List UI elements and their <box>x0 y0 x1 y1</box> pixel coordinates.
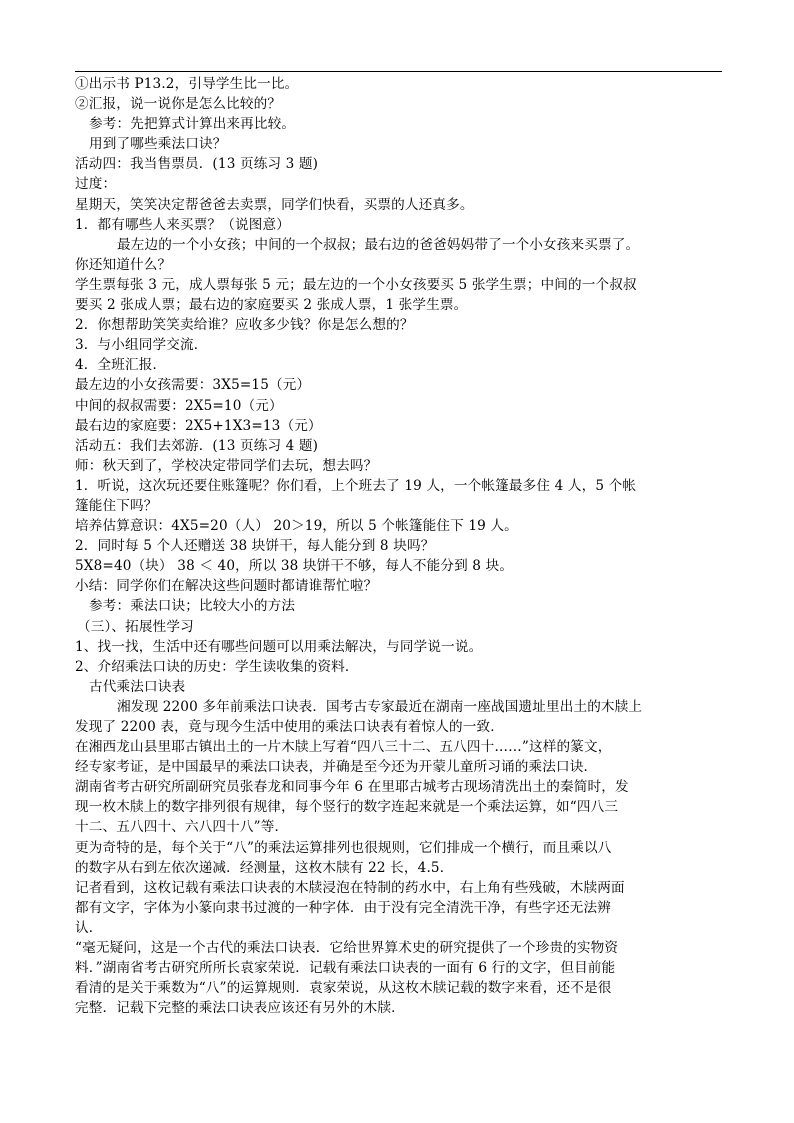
text-line: 1．听说，这次玩还要住账篷呢？你们看，上个班去了 19 人，一个帐篷最多住 4 人，5 个帐 <box>75 477 637 494</box>
text-line: 2．同时每 5 个人还赠送 38 块饼干，每人能分到 8 块吗？ <box>75 538 435 555</box>
text-line: 培养估算意识：4X5=20（人） 20＞19，所以 5 个帐篷能住下 19 人。 <box>75 518 518 535</box>
text-line: 学生票每张 3 元，成人票每张 5 元；最左边的一个小女孩要买 5 张学生票；中间的一个叔叔 <box>75 276 637 293</box>
text-line: 完整．记载下完整的乘法口诀表应该还有另外的木牍． <box>75 1000 405 1017</box>
text-line: 小结：同学你们在解决这些问题时都请谁帮忙啦？ <box>75 578 378 595</box>
text-line: 湘发现 2200 多年前乘法口诀表．国考古专家最近在湖南一座战国遗址里出土的木牍上 <box>117 698 643 715</box>
text-line: 发现了 2200 表，竟与现今生活中使用的乘法口诀表有着惊人的一致． <box>75 719 504 735</box>
text-line: 中间的叔叔需要：2X5=10（元） <box>75 397 283 414</box>
text-line: 3．与小组同学交流． <box>75 337 208 354</box>
text-line: 更为奇特的是，每个关于“八”的乘法运算排列也很规则，它们排成一个横行，而且乘以八 <box>75 839 612 856</box>
text-line: 料．”湖南省考古研究所所长袁家荣说．记载有乘法口诀表的一面有 6 行的文字，但目前能 <box>75 960 616 977</box>
text-line: 在湘西龙山县里耶古镇出土的一片木牍上写着“四八三十二、五八四十……”这样的篆文， <box>75 739 612 756</box>
text-line: ②汇报，说一说你是怎么比较的？ <box>75 96 282 113</box>
text-line: 的数字从右到左依次递减．经测量，这枚木牍有 22 长，4.5． <box>75 859 454 876</box>
text-line: 过度： <box>75 176 117 193</box>
text-line: 活动四：我当售票员．(13 页练习 3 题) <box>75 156 319 173</box>
document-body <box>75 74 725 1018</box>
text-line: 师：秋天到了，学校决定带同学们去玩，想去吗？ <box>75 457 378 474</box>
text-line: 4．全班汇报． <box>75 357 167 374</box>
text-line: 参考：先把算式计算出来再比较。 <box>89 116 296 133</box>
text-line: 参考：乘法口诀；比较大小的方法 <box>89 598 296 615</box>
text-line: 湖南省考古研究所副研究员张春龙和同事今年 6 在里耶古城考古现场清洗出土的秦简时，发 <box>75 779 629 796</box>
text-line: 用到了哪些乘法口诀？ <box>89 136 227 153</box>
section-heading: （三）、拓展性学习 <box>77 618 194 635</box>
text-line: 认． <box>75 919 103 936</box>
text-line: 5X8=40（块） 38 ＜ 40，所以 38 块饼干不够，每人不能分到 8 块。 <box>75 558 514 575</box>
text-line: 最左边的小女孩需要：3X5=15（元） <box>75 377 311 394</box>
text-line: 你还知道什么？ <box>75 256 172 273</box>
text-line: 2、介绍乘法口诀的历史：学生读收集的资料． <box>75 658 359 675</box>
subsection-heading: 古代乘法口诀表 <box>89 678 186 695</box>
text-line: 1．都有哪些人来买票？（说图意） <box>75 216 290 233</box>
text-line: 现一枚木牍上的数字排列很有规律，每个竖行的数字连起来就是一个乘法运算，如“四八三 <box>75 799 619 816</box>
text-line: 2．你想帮助笑笑卖给谁？应收多少钱？你是怎么想的？ <box>75 317 414 334</box>
text-line: 十二、五八四十、六八四十八”等． <box>75 819 289 836</box>
text-line: 1、找一找，生活中还有哪些问题可以用乘法解决，与同学说一说。 <box>75 638 483 655</box>
text-line: 篷能住下吗？ <box>75 497 158 514</box>
text-line: 都有文字，字体为小篆向隶书过渡的一种字体．由于没有完全清洗干净，有些字还无法辨 <box>75 899 612 916</box>
text-line: ①出示书 P13.2，引导学生比一比。 <box>75 76 299 92</box>
text-line: 经专家考证，是中国最早的乘法口诀表，并确是至今还为开蒙儿童所习诵的乘法口诀． <box>75 759 598 776</box>
text-line: 最右边的家庭要：2X5+1X3=13（元） <box>75 417 322 434</box>
text-line: 看清的是关于乘数为“八”的运算规则．袁家荣说，从这枚木牍记载的数字来看，还不是很 <box>75 980 612 997</box>
text-line: “毫无疑问，这是一个古代的乘法口诀表．它给世界算术史的研究提供了一个珍贵的实物资 <box>75 940 619 957</box>
text-line: 要买 2 张成人票；最右边的家庭要买 2 张成人票，1 张学生票。 <box>75 297 468 314</box>
text-line: 最左边的一个小女孩；中间的一个叔叔；最右边的爸爸妈妈带了一个小女孩来买票了。 <box>117 236 640 253</box>
text-line: 记者看到，这枚记载有乘法口诀表的木牍浸泡在特制的药水中，右上角有些残破，木牍两面 <box>75 879 625 896</box>
text-line: 活动五：我们去郊游．(13 页练习 4 题) <box>75 437 319 454</box>
text-line: 星期天，笑笑决定帮爸爸去卖票，同学们快看，买票的人还真多。 <box>75 196 474 213</box>
header-rule <box>75 71 722 72</box>
